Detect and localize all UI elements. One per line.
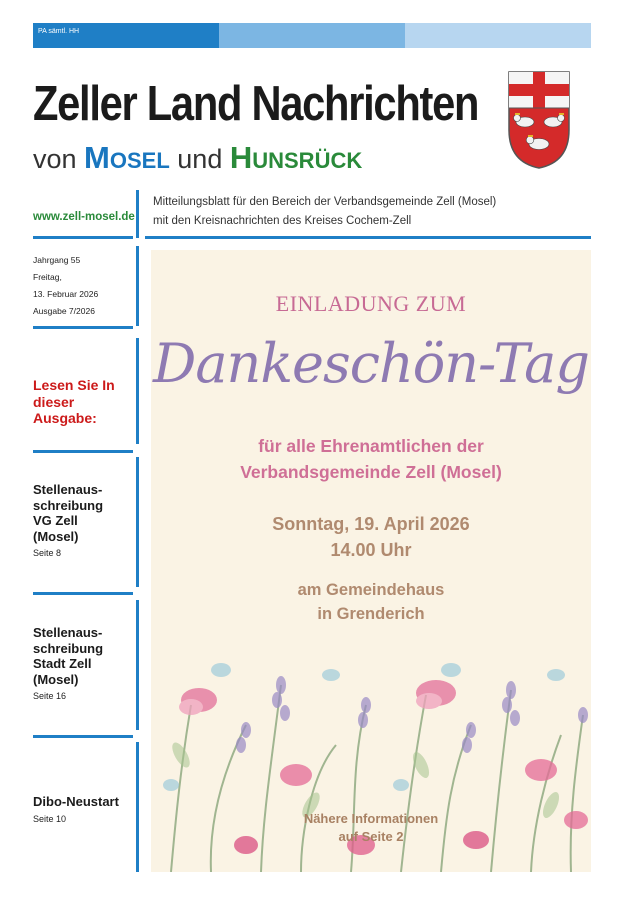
- header-bar-light: [405, 23, 591, 48]
- divider-horizontal: [33, 326, 133, 329]
- toc-title-line: VG Zell: [33, 513, 78, 528]
- toc-title-line: schreibung: [33, 640, 104, 656]
- divider-vertical: [136, 457, 139, 587]
- subtitle-mosel-initial: M: [84, 140, 110, 175]
- divider-horizontal: [33, 735, 133, 738]
- divider-horizontal: [33, 450, 133, 453]
- toc-item-page: Seite 10: [33, 813, 67, 824]
- toc-item[interactable]: [33, 794, 119, 824]
- in-this-issue-heading: [33, 377, 115, 427]
- poster-location-line: in Grenderich: [317, 605, 425, 623]
- issue-weekday: Freitag,: [33, 272, 62, 282]
- poster-invitation-label: EINLADUNG ZUM: [275, 291, 467, 316]
- website-link[interactable]: www.zell-mosel.de: [33, 211, 135, 223]
- divider-horizontal: [33, 236, 133, 239]
- distribution-label: PA sämtl. HH: [38, 28, 80, 35]
- poster-audience-line: für alle Ehrenamtlichen der: [258, 436, 484, 456]
- poster-date-line: Sonntag, 19. April 2026: [272, 514, 470, 534]
- divider-horizontal: [145, 236, 591, 239]
- issue-date: 13. Februar 2026: [33, 289, 99, 299]
- toc-title-line: (Mosel): [33, 528, 79, 544]
- heading-line-3: Ausgabe:: [33, 410, 97, 426]
- poster-location: [151, 578, 591, 626]
- blurb-line-1: Mitteilungsblatt für den Bereich der Verbandsgemeinde Zell (Mosel): [153, 196, 497, 208]
- issue-number: Ausgabe 7/2026: [33, 306, 95, 316]
- heading-line-2: dieser: [33, 393, 75, 410]
- heading-line-1: Lesen Sie In: [33, 377, 115, 393]
- divider-horizontal: [33, 592, 133, 595]
- toc-item-page: Seite 16: [33, 691, 67, 701]
- toc-title-line: Dibo-Neustart: [33, 794, 119, 809]
- toc-title-line: schreibung: [33, 497, 104, 513]
- toc-title-line: Stellenaus-: [33, 482, 103, 497]
- divider-vertical: [136, 600, 139, 730]
- toc-title-line: (Mosel): [33, 671, 79, 687]
- subtitle-hunsrueck-initial: H: [229, 140, 253, 175]
- poster-info-line: auf Seite 2: [338, 829, 404, 844]
- blurb-line-2: mit den Kreisnachrichten des Kreises Cochem-Zell: [153, 215, 412, 227]
- subtitle-hunsrueck-rest: UNSRÜCK: [252, 148, 363, 173]
- issue-volume: Jahrgang 55: [33, 255, 81, 265]
- poster-info-line: Nähere Informationen: [303, 811, 439, 826]
- issue-info: [33, 252, 98, 320]
- coat-of-arms-icon: [507, 70, 571, 170]
- toc-item-page: Seite 8: [33, 548, 62, 558]
- divider-vertical: [136, 742, 139, 872]
- publication-blurb: [153, 193, 496, 231]
- poster-more-info: [151, 810, 591, 846]
- toc-item-title: [33, 482, 103, 544]
- toc-item[interactable]: [33, 625, 103, 701]
- poster-audience-line: Verbandsgemeinde Zell (Mosel): [240, 462, 502, 482]
- toc-item[interactable]: [33, 482, 103, 558]
- divider-vertical: [136, 246, 139, 326]
- header-bar-mid: [219, 23, 405, 48]
- toc-item-title: [33, 625, 103, 687]
- toc-item-title: [33, 794, 119, 810]
- poster-audience: [151, 433, 591, 485]
- subtitle-mosel-rest: OSEL: [109, 148, 170, 173]
- subtitle-middle: und: [169, 144, 230, 174]
- poster-headline: Dankeschön-Tag: [153, 332, 589, 395]
- header-bar-dark: [33, 23, 219, 48]
- toc-title-line: Stadt Zell: [33, 656, 92, 671]
- poster-location-line: am Gemeindehaus: [297, 581, 445, 599]
- divider-vertical: [136, 190, 139, 238]
- invitation-poster: [151, 250, 591, 872]
- poster-date: [151, 511, 591, 563]
- masthead-subtitle: [33, 140, 362, 176]
- masthead-title: Zeller Land Nachrichten: [33, 77, 479, 131]
- subtitle-prefix: von: [33, 144, 85, 174]
- divider-vertical: [136, 338, 139, 444]
- toc-title-line: Stellenaus-: [33, 625, 103, 640]
- poster-time-line: 14.00 Uhr: [330, 540, 412, 560]
